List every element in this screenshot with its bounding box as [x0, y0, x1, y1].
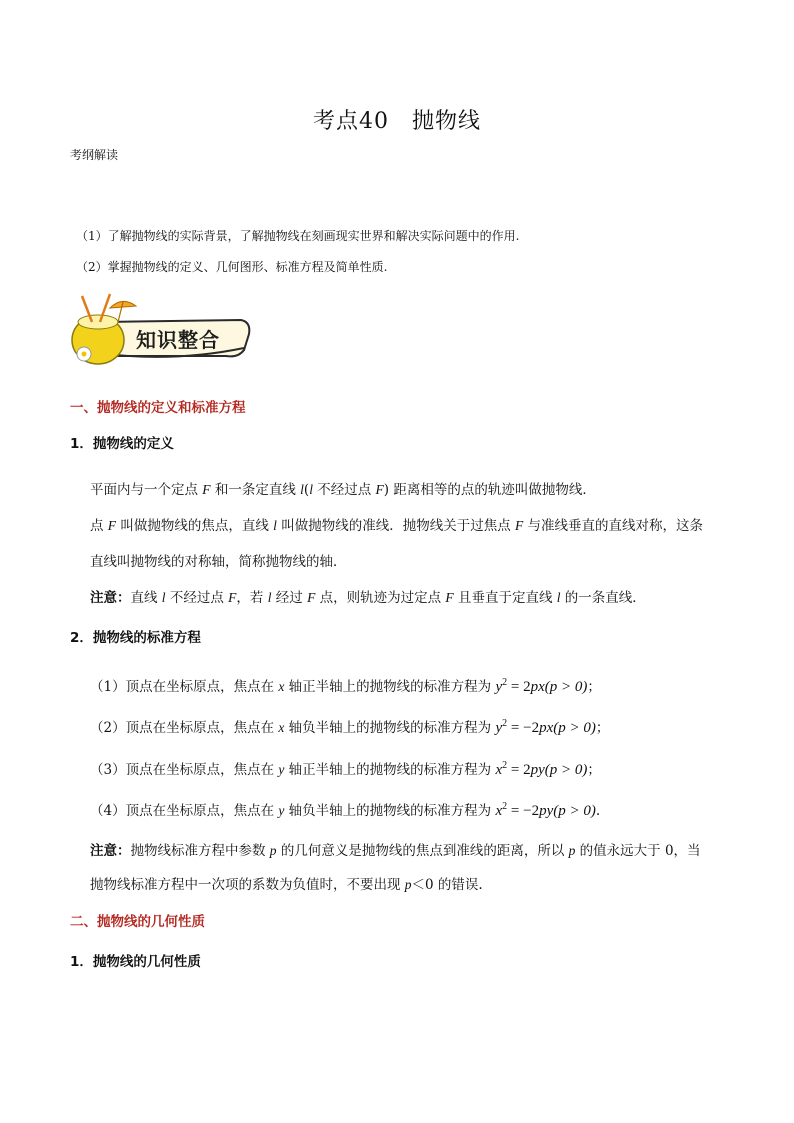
equation-note-line-2: 抛物线标准方程中一次项的系数为负值时，不要出现 p＜0 的错误. — [90, 877, 483, 893]
definition-line-1: 平面内与一个定点 F 和一条定直线 l(l 不经过点 F) 距离相等的点的轨迹叫做抛物线． — [90, 482, 596, 498]
section1-heading: 一、抛物线的定义和标准方程 — [70, 400, 246, 416]
equation-item-4: （4）顶点在坐标原点，焦点在 y 轴负半轴上的抛物线的标准方程为 $x^2 = -2py(p > 0)$. — [90, 801, 601, 819]
outline-label: 考纲解读 — [70, 148, 119, 162]
objective-1: （1）了解抛物线的实际背景，了解抛物线在刻画现实世界和解决实际问题中的作用. — [76, 229, 520, 243]
equation-note-line-1: 注意：抛物线标准方程中参数 p 的几何意义是抛物线的焦点到准线的距离，所以 p 的值永远大于 0，当 — [90, 843, 701, 859]
badge-label: 知识整合 — [136, 328, 220, 352]
definition-line-2: 点 F 叫做抛物线的焦点，直线 l 叫做抛物线的准线．抛物线关于过焦点 F 与准线垂直的直线对称，这条 — [90, 518, 704, 534]
equation-item-1: （1）顶点在坐标原点，焦点在 x 轴正半轴上的抛物线的标准方程为 $y^2 = 2px(p > 0)$； — [90, 677, 601, 695]
equation-item-3: （3）顶点在坐标原点，焦点在 y 轴正半轴上的抛物线的标准方程为 $x^2 = 2py(p > 0)$； — [90, 760, 601, 778]
page-title: 考点40 抛物线 — [313, 109, 481, 134]
section2-heading: 二、抛物线的几何性质 — [70, 914, 205, 930]
definition-line-3: 直线叫抛物线的对称轴，简称抛物线的轴． — [90, 554, 347, 570]
equation-item-2: （2）顶点在坐标原点，焦点在 x 轴负半轴上的抛物线的标准方程为 $y^2 = -2px(p > 0)$； — [90, 718, 610, 736]
objective-2: （2）掌握抛物线的定义、几何图形、标准方程及简单性质. — [76, 260, 388, 274]
sub2-heading: 2．抛物线的标准方程 — [70, 630, 201, 646]
definition-note: 注意：直线 l 不经过点 F，若 l 经过 F 点，则轨迹为过定点 F 且垂直于定直线 l 的一条直线． — [90, 590, 646, 606]
knowledge-badge — [66, 292, 256, 370]
section2-sub1-heading: 1．抛物线的几何性质 — [70, 954, 201, 970]
sub1-heading: 1．抛物线的定义 — [70, 436, 174, 452]
